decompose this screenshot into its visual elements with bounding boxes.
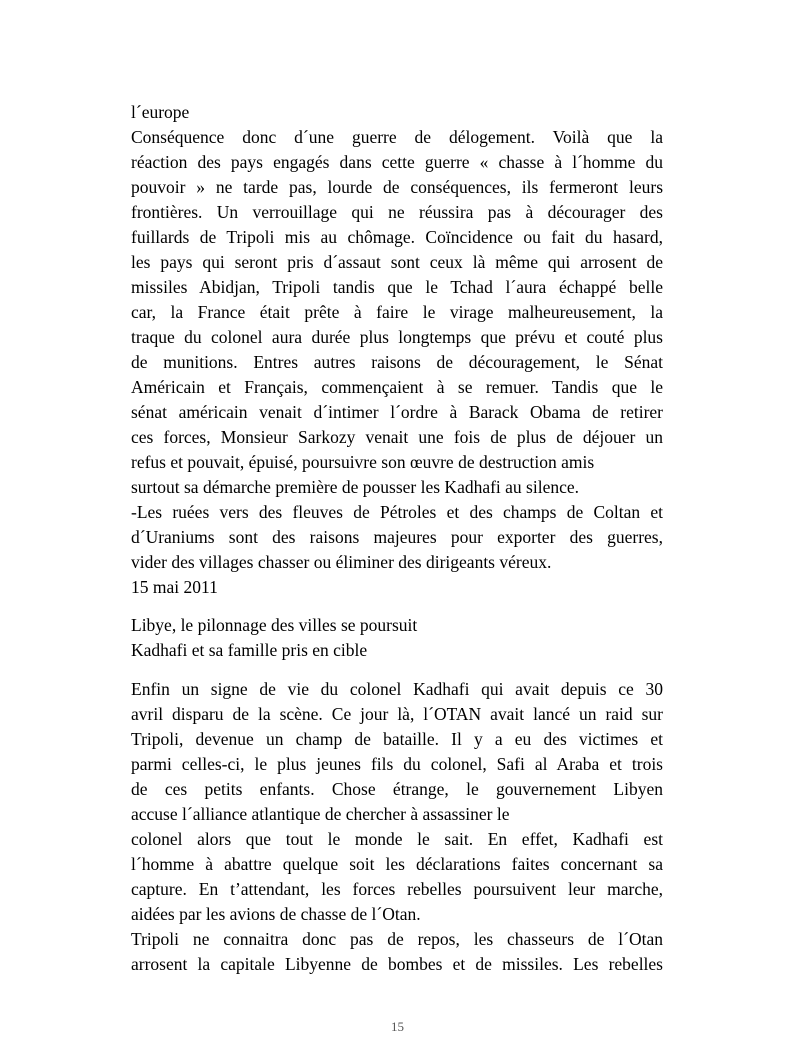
text-line: Tripoli ne connaitra donc pas de repos, les chasseurs de l´Otan (131, 929, 663, 949)
text-line: sénat américain venait d´intimer l´ordre à Barack Obama de retirer (131, 402, 663, 422)
text-line: réaction des pays engagés dans cette guerre « chasse à l´homme du (131, 152, 663, 172)
text-line: de ces petits enfants. Chose étrange, le gouvernement Libyen (131, 779, 663, 799)
text-line: arrosent la capitale Libyenne de bombes et de missiles. Les rebelles (131, 954, 663, 974)
text-line: -Les ruées vers des fleuves de Pétroles et des champs de Coltan et (131, 502, 663, 522)
text-line: les pays qui seront pris d´assaut sont ceux là même qui arrosent de (131, 252, 663, 272)
text-line: accuse l´alliance atlantique de chercher à assassiner le (131, 804, 510, 824)
text-line: frontières. Un verrouillage qui ne réussira pas à décourager des (131, 202, 663, 222)
text-line: car, la France était prête à faire le virage malheureusement, la (131, 302, 663, 322)
text-line: l´europe (131, 102, 190, 122)
text-line: parmi celles-ci, le plus jeunes fils du colonel, Safi al Araba et trois (131, 754, 663, 774)
text-line: capture. En t’attendant, les forces rebelles poursuivent leur marche, (131, 879, 663, 899)
text-line: Tripoli, devenue un champ de bataille. Il y a eu des victimes et (131, 729, 663, 749)
text-line: missiles Abidjan, Tripoli tandis que le Tchad l´aura échappé belle (131, 277, 663, 297)
text-line: 15 mai 2011 (131, 577, 218, 597)
text-line: Américain et Français, commençaient à se remuer. Tandis que le (131, 377, 663, 397)
text-line: d´Uraniums sont des raisons majeures pour exporter des guerres, (131, 527, 663, 547)
text-line: colonel alors que tout le monde le sait. En effet, Kadhafi est (131, 829, 663, 849)
text-line: Enfin un signe de vie du colonel Kadhafi qui avait depuis ce 30 (131, 679, 663, 699)
text-line: de munitions. Entres autres raisons de découragement, le Sénat (131, 352, 663, 372)
text-line: surtout sa démarche première de pousser les Kadhafi au silence. (131, 477, 580, 497)
text-line: avril disparu de la scène. Ce jour là, l´OTAN avait lancé un raid sur (131, 704, 663, 724)
text-line: Kadhafi et sa famille pris en cible (131, 640, 368, 660)
text-line: pouvoir » ne tarde pas, lourde de conséquences, ils fermeront leurs (131, 177, 663, 197)
text-line: Libye, le pilonnage des villes se poursuit (131, 615, 418, 635)
text-line: vider des villages chasser ou éliminer des dirigeants véreux. (131, 552, 552, 572)
text-line: l´homme à abattre quelque soit les déclarations faites concernant sa (131, 854, 663, 874)
text-line: refus et pouvait, épuisé, poursuivre son œuvre de destruction amis (131, 452, 595, 472)
text-line: ces forces, Monsieur Sarkozy venait une fois de plus de déjouer un (131, 427, 663, 447)
text-line: traque du colonel aura durée plus longtemps que prévu et couté plus (131, 327, 663, 347)
page-number: 15 (391, 1019, 404, 1034)
body-text (131, 100, 663, 977)
text-line: aidées par les avions de chasse de l´Otan. (131, 904, 421, 924)
text-line: Conséquence donc d´une guerre de délogement. Voilà que la (131, 127, 663, 147)
text-line: fuillards de Tripoli mis au chômage. Coïncidence ou fait du hasard, (131, 227, 663, 247)
